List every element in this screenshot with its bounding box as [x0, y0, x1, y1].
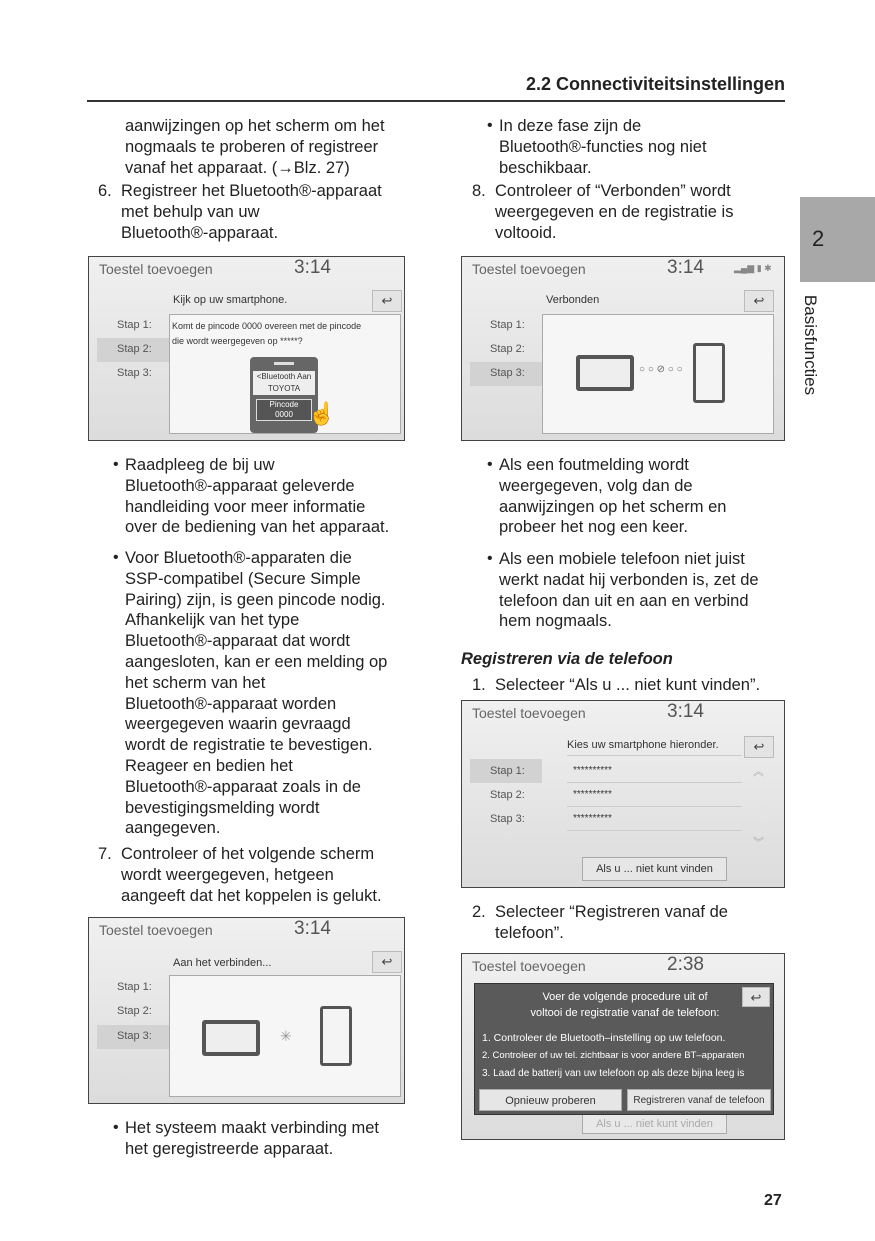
- instruction: Verbonden: [546, 294, 600, 306]
- phone-icon: [693, 343, 725, 403]
- screen-title: Toestel toevoegen: [472, 261, 586, 277]
- step-label: Stap 2:: [490, 789, 525, 801]
- pin-value: 0000: [275, 410, 293, 419]
- note-ssp: Voor Bluetooth®-apparaten die SSP-compatibel (Secure Simple Pairing) zijn, is geen pincode nodig. Afhankelijk van het type Bluetooth®-apparaat dat wordt aangesloten, kan er een melding op het scherm van het Bluetooth®-apparaat worden weergegeven waarin gevraagd wordt de registratie te bevestigen. Reageer en bedien het Bluetooth®-apparaat zoals in de bevestigingsmelding wordt aangegeven.: [125, 549, 388, 838]
- bullet-icon: •: [113, 1119, 119, 1136]
- back-button[interactable]: ↩: [744, 736, 774, 758]
- screen-title: Toestel toevoegen: [99, 922, 213, 938]
- step-label: Stap 1:: [490, 765, 525, 777]
- screen-title: Toestel toevoegen: [472, 705, 586, 721]
- instruction: Aan het verbinden...: [173, 957, 272, 969]
- dialog-message: voltooi de registratie vanaf de telefoon:: [530, 1007, 720, 1019]
- screen-connected: [461, 256, 785, 441]
- content-panel: [169, 314, 401, 434]
- device-list-item[interactable]: **********: [567, 761, 742, 783]
- subheading: Registreren via de telefoon: [461, 650, 673, 668]
- step-label: Stap 1:: [117, 981, 152, 993]
- back-button[interactable]: ↩: [742, 987, 770, 1007]
- content-panel: [169, 975, 401, 1097]
- retry-button[interactable]: Opnieuw proberen: [479, 1089, 622, 1111]
- screen-connecting: [88, 917, 405, 1104]
- chapter-number: 2: [812, 226, 825, 251]
- step-1-text: Selecteer “Als u ... niet kunt vinden”.: [495, 676, 761, 694]
- hand-pointer-icon: ☝: [308, 401, 336, 426]
- step-label: Stap 3:: [490, 367, 525, 379]
- step-label: Stap 3:: [490, 813, 525, 825]
- content-panel: [542, 314, 774, 434]
- bullet-icon: •: [113, 456, 119, 473]
- step-label: Stap 2:: [117, 343, 152, 355]
- step-number: 6.: [98, 182, 112, 200]
- device-list-item[interactable]: **********: [567, 809, 742, 831]
- step-label: Stap 1:: [490, 319, 525, 331]
- screen-select-phone: [461, 700, 785, 888]
- cannot-find-button[interactable]: Als u ... niet kunt vinden: [582, 857, 727, 881]
- cannot-find-button: Als u ... niet kunt vinden: [582, 1112, 727, 1134]
- status-icons: ▂▄▆ ▮ ✱: [734, 263, 772, 273]
- clock: 3:14: [294, 918, 331, 939]
- clock: 2:38: [667, 954, 704, 975]
- clock: 3:14: [294, 257, 331, 278]
- page-number: 27: [764, 1192, 782, 1209]
- back-button[interactable]: ↩: [744, 290, 774, 312]
- step-7-text: Controleer of het volgende scherm wordt weergegeven, hetgeen aangeeft dat het koppelen is gelukt.: [121, 845, 382, 905]
- back-button[interactable]: ↩: [372, 290, 402, 312]
- screen-register-from-phone: [461, 953, 785, 1140]
- note-connecting: Het systeem maakt verbinding met het geregistreerde apparaat.: [125, 1119, 380, 1158]
- bullet-icon: •: [487, 117, 493, 134]
- car-display-icon: [202, 1020, 260, 1056]
- dialog-message: Voer de volgende procedure uit of: [542, 991, 708, 1003]
- car-display-icon: [576, 355, 634, 391]
- note-manual: Raadpleeg de bij uw Bluetooth®-apparaat geleverde handleiding voor meer informatie over de bediening van het apparaat.: [125, 456, 390, 537]
- bullet-icon: •: [113, 549, 119, 566]
- pin-question: Komt de pincode 0000 overeen met de pincode: [172, 321, 362, 331]
- step-label: Stap 1:: [117, 319, 152, 331]
- device-list-item[interactable]: **********: [567, 785, 742, 807]
- clock: 3:14: [667, 257, 704, 278]
- step-label: Stap 2:: [117, 1005, 152, 1017]
- back-button[interactable]: ↩: [372, 951, 402, 973]
- step-label: Stap 3:: [117, 1030, 152, 1042]
- instruction: Kies uw smartphone hieronder.: [567, 739, 742, 756]
- register-from-phone-button[interactable]: Registreren vanaf de telefoon: [627, 1089, 771, 1111]
- continued-paragraph: aanwijzingen op het scherm om het nogmaals te proberen of registreer vanaf het apparaat. (→Blz. 27): [125, 117, 385, 177]
- phone-device-name: TOYOTA: [253, 383, 315, 395]
- header-rule: [87, 100, 785, 102]
- step-label: Stap 2:: [490, 343, 525, 355]
- step-6-text: Registreer het Bluetooth®-apparaat met behulp van uw Bluetooth®-apparaat.: [121, 182, 382, 242]
- bullet-icon: •: [487, 550, 493, 567]
- step-8-text: Controleer of “Verbonden” wordt weergegeven en de registratie is voltooid.: [495, 182, 734, 242]
- dialog-item: 1. Controleer de Bluetooth–instelling op uw telefoon.: [482, 1032, 726, 1044]
- scroll-up-icon[interactable]: ︽: [753, 766, 764, 778]
- phone-bt-row: <Bluetooth Aan: [253, 371, 315, 383]
- note-error: Als een foutmelding wordt weergegeven, volg dan de aanwijzingen op het scherm en probeer het nog een keer.: [499, 456, 727, 537]
- instruction: Kijk op uw smartphone.: [173, 294, 288, 306]
- pin-question: die wordt weergegeven op *****?: [172, 336, 303, 346]
- spinner-icon: ✳: [280, 1028, 292, 1044]
- connected-check-icon: ○ ○ ⊘ ○ ○: [639, 364, 683, 375]
- chapter-label: Basisfuncties: [801, 294, 820, 396]
- step-2-text: Selecteer “Registreren vanaf de telefoon”.: [495, 903, 728, 942]
- bullet-icon: •: [487, 456, 493, 473]
- step-number: 2.: [472, 903, 486, 921]
- scroll-down-icon[interactable]: ︾: [753, 837, 764, 849]
- section-header: 2.2 Connectiviteitsinstellingen: [525, 74, 785, 94]
- dialog-item: 3. Laad de batterij van uw telefoon op als deze bijna leeg is: [482, 1068, 745, 1079]
- screen-title: Toestel toevoegen: [472, 958, 586, 974]
- step-number: 8.: [472, 182, 486, 200]
- phone-icon: [320, 1006, 352, 1066]
- note-functions: In deze fase zijn de Bluetooth®-functies nog niet beschikbaar.: [499, 117, 707, 177]
- step-number: 7.: [98, 845, 112, 863]
- step-number: 1.: [472, 676, 486, 694]
- screen-title: Toestel toevoegen: [99, 261, 213, 277]
- screen-pincode: [88, 256, 405, 441]
- step-label: Stap 3:: [117, 367, 152, 379]
- dialog-item: 2. Controleer of uw tel. zichtbaar is voor andere BT–apparaten: [482, 1050, 745, 1061]
- pin-label: Pincode: [269, 400, 299, 409]
- error-dialog: [474, 983, 774, 1115]
- note-phone: Als een mobiele telefoon niet juist werkt nadat hij verbonden is, zet de telefoon dan uit en aan en verbind hem nogmaals.: [499, 550, 759, 631]
- phone-pin-box: [256, 399, 312, 421]
- clock: 3:14: [667, 701, 704, 722]
